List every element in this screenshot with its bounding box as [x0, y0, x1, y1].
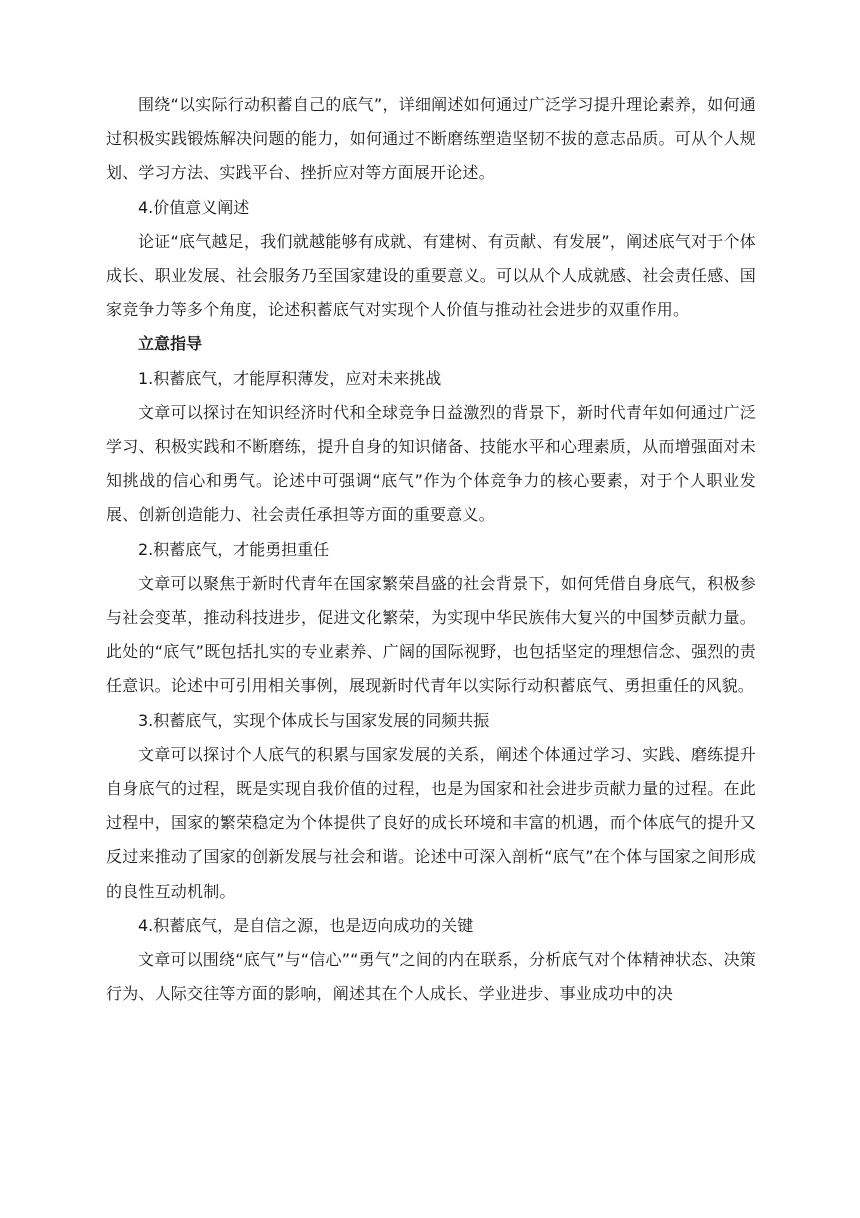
- paragraph-body: 围绕“以实际行动积蓄自己的底气”，详细阐述如何通过广泛学习提升理论素养，如何通过积极实践锻炼解决问题的能力，如何通过不断磨练塑造坚韧不拔的意志品质。可从个人规划、学习方法、实践平台、挫折应对等方面展开论述。: [106, 95, 756, 183]
- section-heading: 立意指导: [138, 334, 203, 354]
- paragraph-body: 论证“底气越足，我们就越能够有成就、有建树、有贡献、有发展”，阐述底气对于个体成长、职业发展、社会服务乃至国家建设的重要意义。可以从个人成就感、社会责任感、国家竞争力等多个角度，论述积蓄底气对实现个人价值与推动社会进步的双重作用。: [106, 231, 756, 320]
- paragraph-body: 文章可以探讨个人底气的积累与国家发展的关系，阐述个体通过学习、实践、磨练提升自身底气的过程，既是实现自我价值的过程，也是为国家和社会进步贡献力量的过程。在此过程中，国家的繁荣稳定为个体提供了良好的成长环境和丰富的机遇，而个体底气的提升又反过来推动了国家的创新发展与社会和谐。论述中可深入剖析“底气”在个体与国家之间形成的良性互动机制。: [106, 744, 756, 901]
- paragraph-body: 文章可以探讨在知识经济时代和全球竞争日益激烈的背景下，新时代青年如何通过广泛学习、积极实践和不断磨练，提升自身的知识储备、技能水平和心理素质，从而增强面对未知挑战的信心和勇气。论述中可强调“底气”作为个体竞争力的核心要素，对于个人职业发展、创新创造能力、社会责任承担等方面的重要意义。: [106, 402, 756, 525]
- paragraph-heading: 3.积蓄底气，实现个体成长与国家发展的同频共振: [138, 710, 490, 730]
- paragraph-heading: 4.价值意义阐述: [138, 197, 250, 217]
- paragraph-body: 文章可以聚焦于新时代青年在国家繁荣昌盛的社会背景下，如何凭借自身底气，积极参与社会变革，推动科技进步，促进文化繁荣，为实现中华民族伟大复兴的中国梦贡献力量。此处的“底气”既包括扎实的专业素养、广阔的国际视野，也包括坚定的理想信念、强烈的责任意识。论述中可引用相关事例，展现新时代青年以实际行动积蓄底气、勇担重任的风貌。: [106, 573, 756, 696]
- document-body: [106, 88, 756, 1011]
- paragraph-heading: 4.积蓄底气，是自信之源，也是迈向成功的关键: [138, 915, 474, 935]
- paragraph-body: 文章可以围绕“底气”与“信心”“勇气”之间的内在联系，分析底气对个体精神状态、决策行为、人际交往等方面的影响，阐述其在个人成长、学业进步、事业成功中的决: [106, 950, 756, 1004]
- paragraph-heading: 2.积蓄底气，才能勇担重任: [138, 539, 330, 559]
- paragraph-heading: 1.积蓄底气，才能厚积薄发，应对未来挑战: [138, 368, 442, 388]
